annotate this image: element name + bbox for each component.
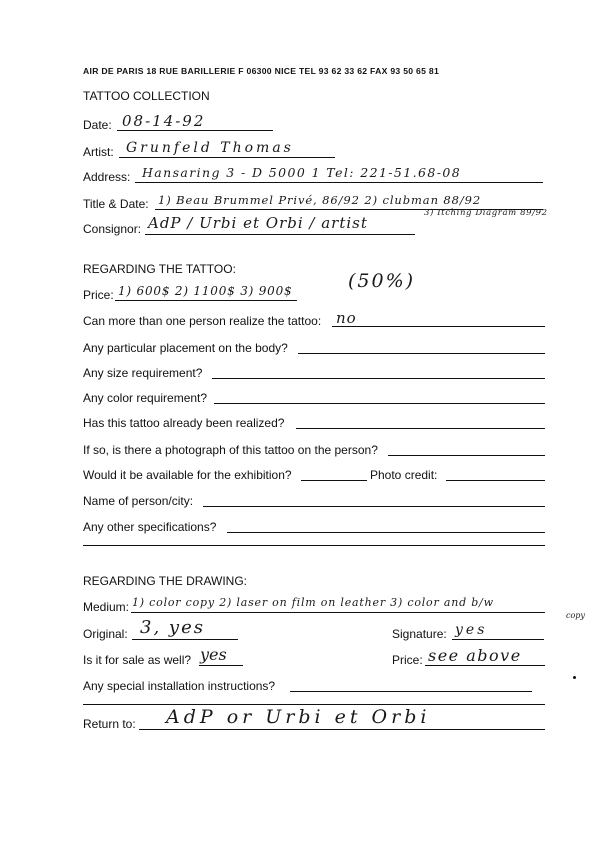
consignor-label: Consignor: — [83, 222, 142, 236]
installation-label: Any special installation instructions? — [83, 679, 276, 693]
medium-value[interactable]: 1) color copy 2) laser on film on leather 3) color and b/w — [132, 596, 494, 609]
original-line — [132, 639, 238, 640]
letterhead: AIR DE PARIS 18 RUE BARILLERIE F 06300 NICE TEL 93 62 33 62 FAX 93 50 65 81 — [83, 66, 440, 76]
signature-label: Signature: — [392, 627, 447, 641]
signature-line — [452, 639, 544, 640]
address-value[interactable]: Hansaring 3 - D 5000 1 Tel: 221-51.68-08 — [142, 165, 462, 180]
q-placement-label: Any particular placement on the body? — [83, 341, 288, 355]
drawing-price-label: Price: — [392, 653, 423, 667]
q-photo-line[interactable] — [388, 455, 545, 456]
installation-extra-line[interactable] — [83, 704, 545, 705]
q-name-city-label: Name of person/city: — [83, 494, 194, 508]
q-photo-credit-line[interactable] — [446, 480, 545, 481]
date-label: Date: — [83, 118, 112, 132]
consignor-line — [145, 234, 415, 235]
date-line — [117, 130, 273, 131]
q-placement-line[interactable] — [298, 353, 545, 354]
medium-label: Medium: — [83, 600, 130, 614]
return-value[interactable]: AdP or Urbi et Orbi — [166, 706, 431, 728]
q-other-extra-line[interactable] — [83, 545, 545, 546]
address-line — [135, 182, 543, 183]
q-realized-line[interactable] — [296, 428, 545, 429]
q-other-label: Any other specifications? — [83, 520, 217, 534]
for-sale-value[interactable]: yes — [200, 645, 227, 664]
q-size-line[interactable] — [212, 378, 545, 379]
original-label: Original: — [83, 627, 128, 641]
tattoo-price-line — [115, 300, 297, 301]
consignor-value[interactable]: AdP / Urbi et Orbi / artist — [148, 214, 368, 232]
q-exhibition-line[interactable] — [301, 480, 367, 481]
form-title: TATTOO COLLECTION — [83, 89, 210, 103]
drawing-price-value[interactable]: see above — [428, 646, 522, 665]
q-exhibition-label: Would it be available for the exhibition? — [83, 468, 292, 482]
for-sale-label: Is it for sale as well? — [83, 653, 192, 667]
stray-mark — [573, 676, 576, 679]
q-size-label: Any size requirement? — [83, 366, 203, 380]
signature-value[interactable]: yes — [455, 622, 488, 638]
address-label: Address: — [83, 170, 131, 184]
tattoo-section-heading: REGARDING THE TATTOO: — [83, 262, 236, 276]
for-sale-line — [199, 665, 243, 666]
medium-line — [131, 612, 545, 613]
q-photo-label: If so, is there a photograph of this tattoo on the person? — [83, 443, 378, 457]
title-date-value[interactable]: 1) Beau Brummel Privé, 86/92 2) clubman 88/92 — [158, 193, 482, 207]
q-realized-label: Has this tattoo already been realized? — [83, 416, 285, 430]
q-other-line[interactable] — [227, 532, 545, 533]
installation-line[interactable] — [290, 691, 532, 692]
q-more-than-one-label: Can more than one person realize the tattoo: — [83, 314, 322, 328]
q-color-label: Any color requirement? — [83, 391, 208, 405]
return-label: Return to: — [83, 717, 136, 731]
tattoo-price-label: Price: — [83, 288, 114, 302]
medium-extra: copy — [566, 611, 585, 620]
original-value[interactable]: 3, yes — [140, 617, 205, 638]
drawing-price-line — [425, 665, 545, 666]
q-more-than-one-value[interactable]: no — [336, 309, 357, 327]
q-more-than-one-line — [332, 326, 545, 327]
tattoo-price-value[interactable]: 1) 600$ 2) 1100$ 3) 900$ — [118, 284, 293, 298]
artist-line — [119, 157, 335, 158]
date-value[interactable]: 08-14-92 — [122, 112, 206, 130]
q-photo-credit-label: Photo credit: — [370, 468, 438, 482]
q-color-line[interactable] — [214, 403, 545, 404]
title-date-extra: 3) Itching Diagram 89/92 — [424, 208, 548, 218]
artist-value[interactable]: Grunfeld Thomas — [126, 140, 294, 156]
return-line — [139, 729, 545, 730]
tattoo-price-note: (50%) — [348, 270, 416, 292]
artist-label: Artist: — [83, 145, 114, 159]
drawing-section-heading: REGARDING THE DRAWING: — [83, 574, 248, 588]
q-name-city-line[interactable] — [203, 506, 545, 507]
title-date-label: Title & Date: — [83, 197, 149, 211]
